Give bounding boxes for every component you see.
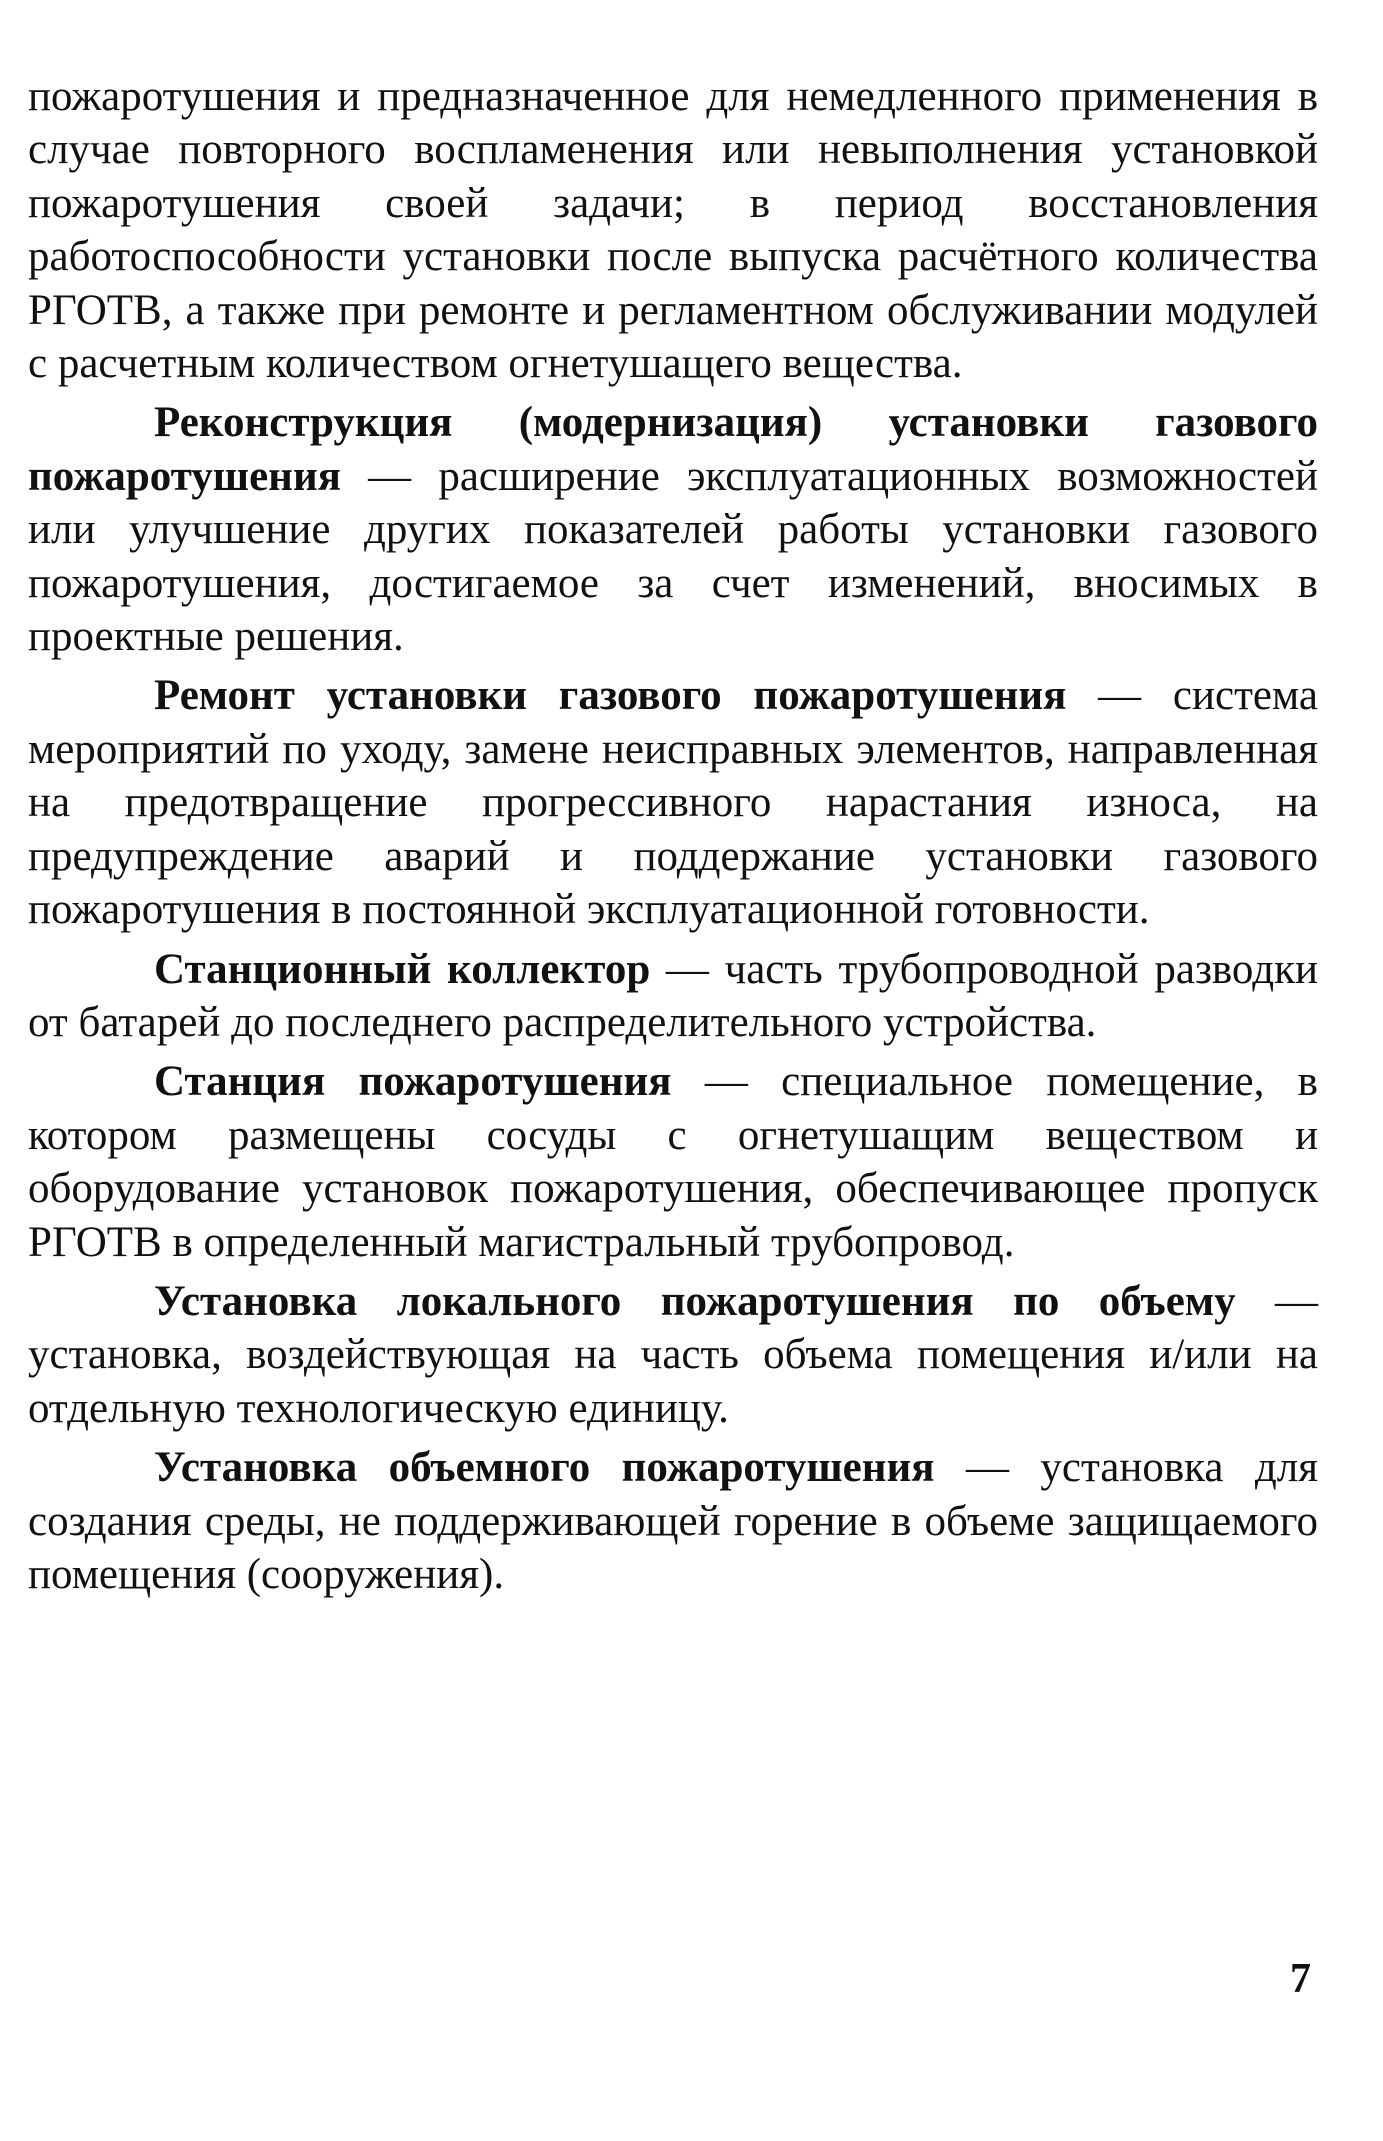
definition-local-installation xyxy=(28,1275,1318,1435)
term-volumetric-installation: Установка объемного пожаротушения xyxy=(154,1444,935,1492)
definition-text: — часть трубопроводной разводки от батарей до последнего распределительного устройства. xyxy=(28,945,1318,1046)
definition-text: — установка, воздействующая на часть объема помещения и/или на отдельную технологическую единицу. xyxy=(28,1277,1318,1432)
definition-text: — расширение эксплуатационных возможностей или улучшение других показателей работы установки газового пожаротушения, достигаемое за счет изменений, вносимых в проектные решения. xyxy=(28,452,1318,661)
definition-fire-station xyxy=(28,1055,1318,1269)
definition-repair xyxy=(28,669,1318,936)
definition-text: — система мероприятий по уходу, замене неисправных элементов, направленная на предотвращение прогрессивного нарастания износа, на предупреждение аварий и поддержание установки газового пожаротушения в постоянной эксплуатационной готовности. xyxy=(28,672,1318,934)
page-number: 7 xyxy=(1290,1956,1311,2002)
document-page xyxy=(28,70,1318,1607)
definition-text: — установка для создания среды, не поддерживающей горение в объеме защищаемого помещения (сооружения). xyxy=(28,1444,1318,1598)
term-repair: Ремонт установки газового пожаротушения xyxy=(154,672,1067,720)
term-reconstruction: Реконструкция (модернизация) установки газового пожаротушения xyxy=(28,399,1318,500)
definition-station-collector xyxy=(28,943,1318,1050)
term-fire-station: Станция пожаротушения xyxy=(154,1058,672,1106)
paragraph-continuation xyxy=(28,70,1318,390)
term-station-collector: Станционный коллектор xyxy=(154,945,651,993)
paragraph-text: пожаротушения и предназначенное для немедленного применения в случае повторного воспламенения или невыполнения установкой пожаротушения своей задачи; в период восстановления работоспособности установки после выпуска расчётного количества РГОТВ, а также при ремонте и регламентном обслуживании модулей с расчетным количеством огнетушащего вещества. xyxy=(28,73,1318,388)
definition-reconstruction xyxy=(28,396,1318,663)
term-local-installation: Установка локального пожаротушения по объему xyxy=(154,1277,1236,1325)
definition-volumetric-installation xyxy=(28,1441,1318,1601)
definition-text: — специальное помещение, в котором размещены сосуды с огнетушащим веществом и оборудование установок пожаротушения, обеспечивающее пропуск РГОТВ в определенный магистральный трубопровод. xyxy=(28,1058,1318,1266)
